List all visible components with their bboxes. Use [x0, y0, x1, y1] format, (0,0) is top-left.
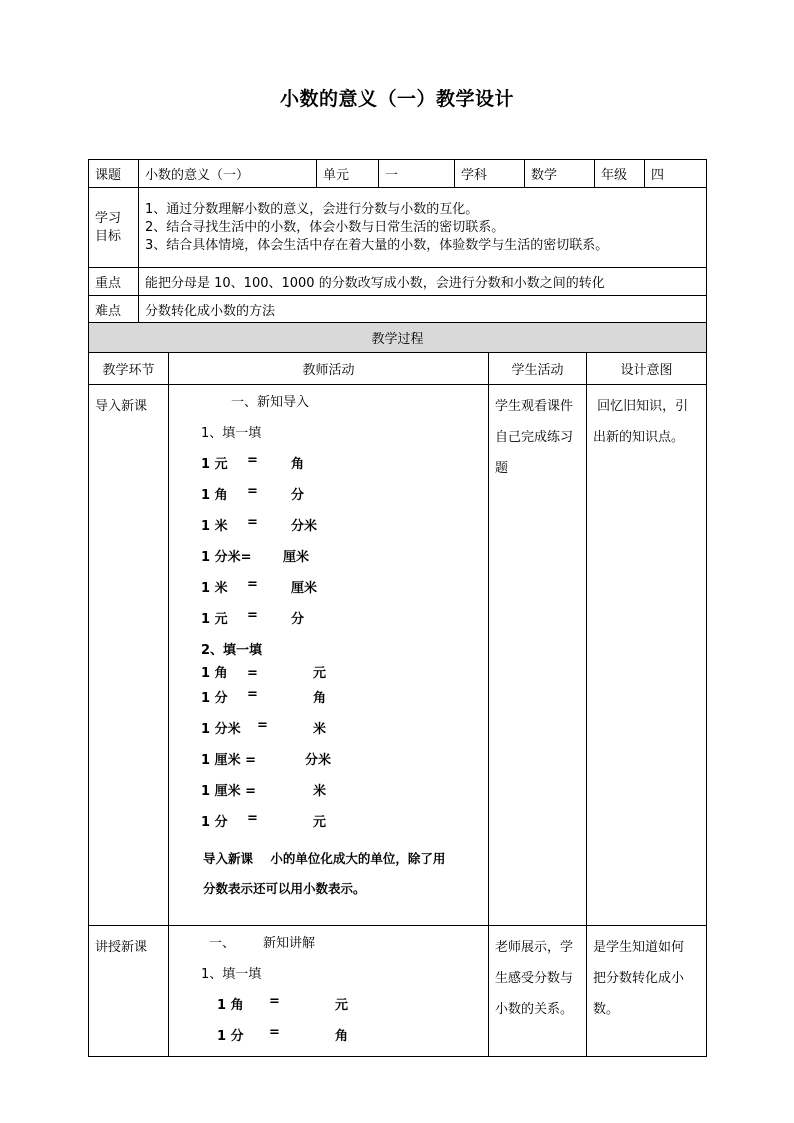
exercise-line: 1 厘米 = 分米 — [201, 753, 332, 768]
exercise-line: 1 角 = 元 — [217, 994, 349, 1013]
exercise-title: 2、填一填 — [201, 643, 263, 658]
goals-list — [139, 188, 707, 268]
exercise-line: 1 分米 = 米 — [201, 718, 327, 737]
grade-value: 四 — [645, 160, 707, 188]
exercise-line: 1 厘米 = 米 — [201, 784, 327, 799]
unit-label: 单元 — [317, 160, 379, 188]
subject-value: 数学 — [525, 160, 595, 188]
design-intent-new-lesson: 是学生知道如何 把分数转化成小 数。 — [587, 926, 707, 1057]
key-point-value: 能把分母是 10、100、1000 的分数改写成小数，会进行分数和小数之间的转化 — [139, 268, 707, 296]
exercise-line: 1 元 = 分 — [201, 608, 305, 627]
document-title: 小数的意义（一）教学设计 — [279, 88, 514, 110]
student-activity-new-lesson: 老师展示，学 生感受分数与 小数的关系。 — [489, 926, 587, 1057]
stage-intro: 导入新课 — [89, 385, 169, 926]
unit-value: 一 — [379, 160, 455, 188]
subject-label: 学科 — [455, 160, 525, 188]
exercise-line: 1 分 = 角 — [201, 687, 327, 706]
exercise-title: 1、填一填 — [201, 426, 262, 441]
student-activity-intro: 学生观看课件 自己完成练习 题 — [489, 385, 587, 926]
exercise-line: 1 米 = 分米 — [201, 515, 318, 534]
difficulty-label: 难点 — [89, 296, 139, 324]
summary-line: 分数表示还可以用小数表示。 — [203, 881, 366, 896]
exercise-line: 1 分米= 厘米 — [201, 550, 310, 565]
design-intent-intro: 回忆旧知识，引 出新的知识点。 — [587, 385, 707, 926]
goal-item: 2、结合寻找生活中的小数，体会小数与日常生活的密切联系。 — [145, 219, 505, 235]
stage-new-lesson: 讲授新课 — [89, 926, 169, 1057]
grade-label: 年级 — [595, 160, 645, 188]
teacher-activity-intro — [169, 385, 489, 926]
exercise-line: 1 角 = 分 — [201, 484, 305, 503]
exercise-line: 1 分 = 元 — [201, 811, 327, 830]
exercise-line: 1 米 = 厘米 — [201, 577, 318, 596]
course-label: 课题 — [89, 160, 139, 188]
info-table — [88, 159, 707, 324]
course-value: 小数的意义（一） — [139, 160, 317, 188]
summary-line: 导入新课 小的单位化成大的单位，除了用 — [203, 851, 446, 866]
exercise-line: 1 元 = 角 — [201, 453, 305, 472]
column-header-stage: 教学环节 — [89, 353, 169, 385]
key-point-label: 重点 — [89, 268, 139, 296]
exercise-line: 1 分 = 角 — [217, 1025, 349, 1044]
section-heading: 一、 新知讲解 — [209, 936, 316, 951]
column-header-teacher: 教师活动 — [169, 353, 489, 385]
goal-item: 3、结合具体情境，体会生活中存在着大量的小数，体验数学与生活的密切联系。 — [145, 237, 609, 253]
process-table — [88, 322, 707, 1057]
exercise-title: 1、填一填 — [201, 967, 262, 982]
goal-item: 1、通过分数理解小数的意义，会进行分数与小数的互化。 — [145, 201, 479, 217]
goals-label: 学习 目标 — [89, 188, 139, 268]
difficulty-value: 分数转化成小数的方法 — [139, 296, 707, 324]
section-heading: 一、新知导入 — [231, 395, 310, 410]
column-header-student: 学生活动 — [489, 353, 587, 385]
exercise-line: 1 角 = 元 — [201, 666, 327, 681]
column-header-intent: 设计意图 — [587, 353, 707, 385]
teacher-activity-new-lesson — [169, 926, 489, 1057]
process-header: 教学过程 — [89, 323, 707, 353]
